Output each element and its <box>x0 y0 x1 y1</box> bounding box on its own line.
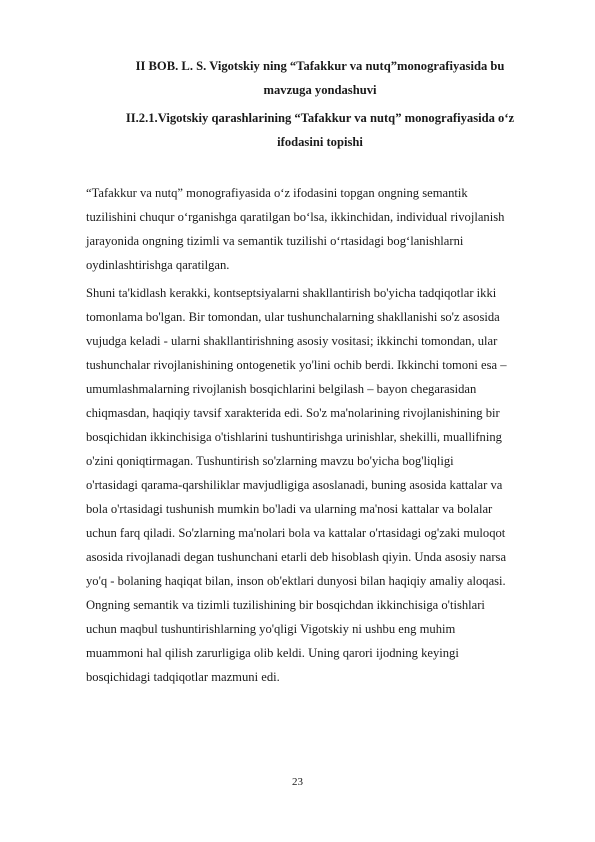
text-line: Shuni ta'kidlash kerakki, kontseptsiyalarni shakllantirish bo'yicha tadqiqotlar ikki <box>86 286 497 300</box>
text-line: oydinlashtirishga qaratilgan. <box>86 258 230 272</box>
text-line: vujudga keladi - ularni shakllantirishning asosiy vositasi; ikkinchi tomondan, ular <box>86 334 498 348</box>
section-heading-line: ifodasini topishi <box>277 135 363 149</box>
section-heading-line: II.2.1.Vigotskiy qarashlarining “Tafakkur va nutq” monografiyasida o‘z <box>125 111 515 125</box>
chapter-heading-line: II BOB. L. S. Vigotskiy ning “Tafakkur va nutq”monografiyasida bu <box>135 59 505 73</box>
text-line: bosqichidagi tadqiqotlar mazmuni edi. <box>86 670 280 684</box>
text-line: tushunchalar rivojlanishining ontogenetik yo'lini ochib berdi. Ikkinchi tomoni esa – <box>86 358 507 372</box>
text-line: umumlashmalarning rivojlanish bosqichlarini belgilash – bayon chegarasidan <box>86 382 477 396</box>
text-line: bola o'rtasidagi tushunish mumkin bo'ladi va ularning ma'nosi kattalar va bolalar <box>86 502 493 516</box>
text-line: bosqichidan ikkinchisiga o'tishlarini tushuntirishga urinishlar, shekilli, muallifning <box>86 430 502 444</box>
text-line: uchun maqbul tushuntirishlarning yo'qligi Vigotskiy ni ushbu eng muhim <box>86 622 456 636</box>
text-line: o'zini qoniqtirmagan. Tushuntirish so'zlarning mavzu bo'yicha bog'liqligi <box>86 454 454 468</box>
text-line: jarayonida ongning tizimli va semantik tuzilishi o‘rtasidagi bog‘lanishlarni <box>86 234 464 248</box>
page-number: 23 <box>292 776 303 788</box>
text-line: Ongning semantik va tizimli tuzilishining bir bosqichdan ikkinchisiga o'tishlari <box>86 598 485 612</box>
text-line: o'rtasidagi qarama-qarshiliklar mavjudligiga asoslanadi, buning asosida kattalar va <box>86 478 503 492</box>
text-line: muammoni hal qilish zarurligiga olib keldi. Uning qarori ijodning keyingi <box>86 646 459 660</box>
chapter-heading <box>90 54 550 102</box>
chapter-heading-line: mavzuga yondashuvi <box>263 83 377 97</box>
text-line: tomonlama bo'lgan. Bir tomondan, ular tushunchalarning shakllanishi so'z asosida <box>86 310 500 324</box>
section-heading <box>90 106 550 154</box>
text-line: tuzilishini chuqur o‘rganishga qaratilgan bo‘lsa, ikkinchidan, individual rivojlanish <box>86 210 505 224</box>
text-line: yo'q - bolaning haqiqat bilan, inson ob'ektlari dunyosi bilan haqiqiy amaliy aloqasi. <box>86 574 506 588</box>
text-line: chiqmasdan, haqiqiy tavsif xarakterida edi. So'z ma'nolarining rivojlanishining bir <box>86 406 500 420</box>
text-line: “Tafakkur va nutq” monografiyasida o‘z ifodasini topgan ongning semantik <box>86 186 468 200</box>
text-line: asosida rivojlanadi degan tushunchani etarli deb hisoblash qiyin. Unda asosiy narsa <box>86 550 507 564</box>
text-line: uchun farq qiladi. So'zlarning ma'nolari bola va kattalar o'rtasidagi og'zaki muloqot <box>86 526 506 540</box>
